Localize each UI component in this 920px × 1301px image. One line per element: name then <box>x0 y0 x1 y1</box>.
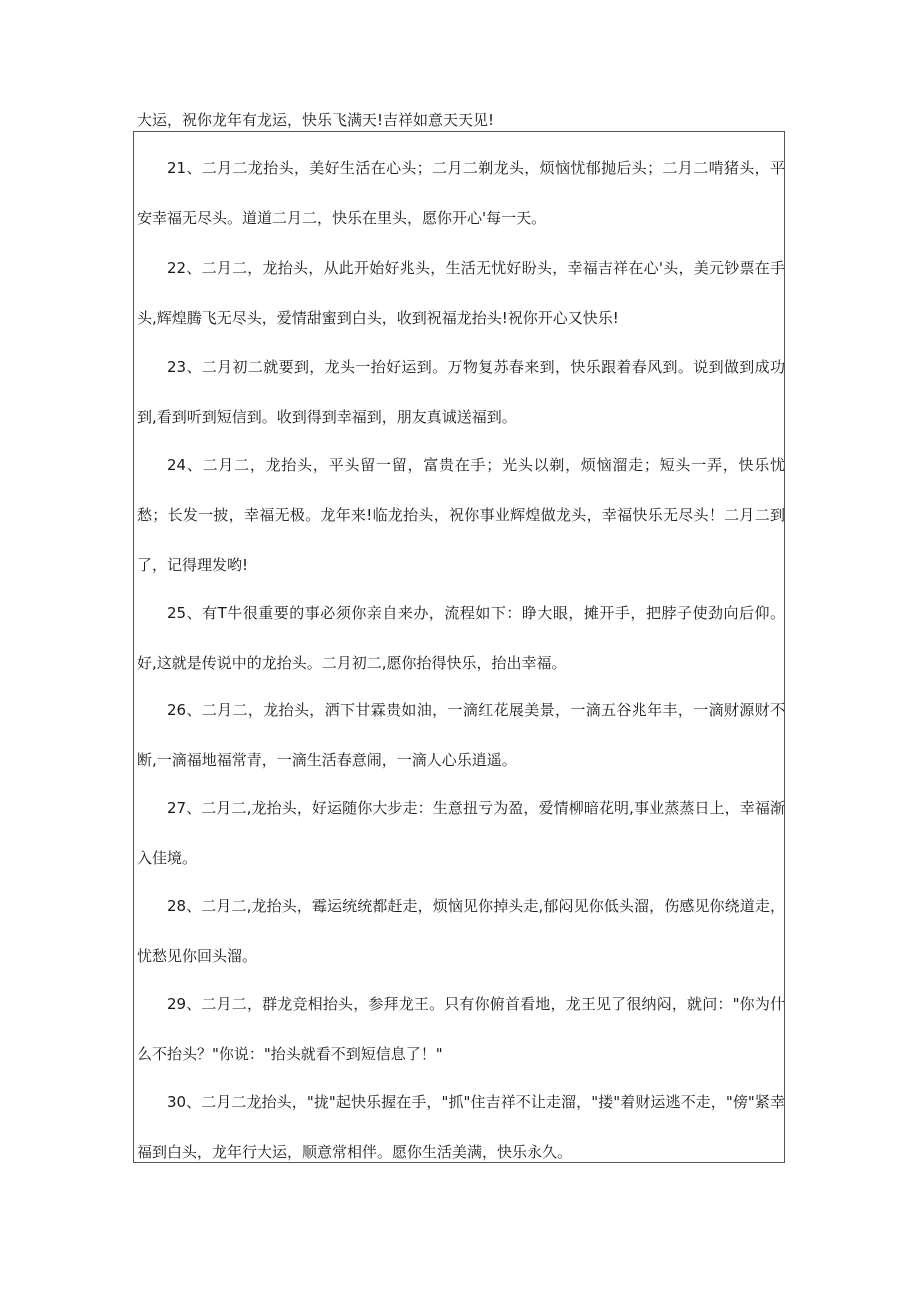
list-item: 26、二月二，龙抬头，洒下甘霖贵如油，一滴红花展美景，一滴五谷兆年丰，一滴财源财不断,一滴福地福常青，一滴生活春意闹，一滴人心乐逍遥。 <box>137 701 785 769</box>
list-item: 30、二月二龙抬头，"拢"起快乐握在手，"抓"住吉祥不让走溜，"搂"着财运逃不走，"傍"紧幸福到白头，龙年行大运，顺意常相伴。愿你生活美满，快乐永久。 <box>137 1093 785 1161</box>
list-item: 24、二月二，龙抬头，平头留一留，富贵在手；光头以剃，烦恼溜走；短头一弄，快乐忧愁；长发一披，幸福无极。龙年来!临龙抬头，祝你事业辉煌做龙头，幸福快乐无尽头！二月二到了，记得理发哟! <box>137 456 785 574</box>
list-item: 25、有T牛很重要的事必须你亲自来办，流程如下：睁大眼，摊开手，把脖子使劲向后仰。好,这就是传说中的龙抬头。二月初二,愿你抬得快乐，抬出幸福。 <box>137 604 785 672</box>
list-item: 22、二月二，龙抬头，从此开始好兆头，生活无忧好盼头，幸福吉祥在心'头，美元钞票在手头,辉煌腾飞无尽头，爱情甜蜜到白头，收到祝福龙抬头!祝你开心又快乐! <box>137 259 785 327</box>
list-item: 27、二月二,龙抬头，好运随你大步走：生意扭亏为盈，爱情柳暗花明,事业蒸蒸日上，幸福渐入佳境。 <box>137 799 785 867</box>
list-item: 28、二月二,龙抬头，霉运统统都赶走，烦恼见你掉头走,郁闷见你低头溜，伤感见你绕道走，忧愁见你回头溜。 <box>137 897 785 965</box>
list-item: 23、二月初二就要到，龙头一抬好运到。万物复苏春来到，快乐跟着春风到。说到做到成功到,看到听到短信到。收到得到幸福到，朋友真诚送福到。 <box>137 358 785 426</box>
list-item: 29、二月二，群龙竞相抬头，参拜龙王。只有你俯首看地，龙王见了很纳闷，就问："你为什么不抬头？"你说："抬头就看不到短信息了！" <box>137 995 785 1063</box>
list-item: 21、二月二龙抬头，美好生活在心头；二月二剃龙头，烦恼忧郁抛后头；二月二啃猪头，平安幸福无尽头。道道二月二，快乐在里头，愿你开心'每一天。 <box>137 159 785 227</box>
lead-line: 大运，祝你龙年有龙运，快乐飞满天!吉祥如意天天见! <box>137 111 495 129</box>
